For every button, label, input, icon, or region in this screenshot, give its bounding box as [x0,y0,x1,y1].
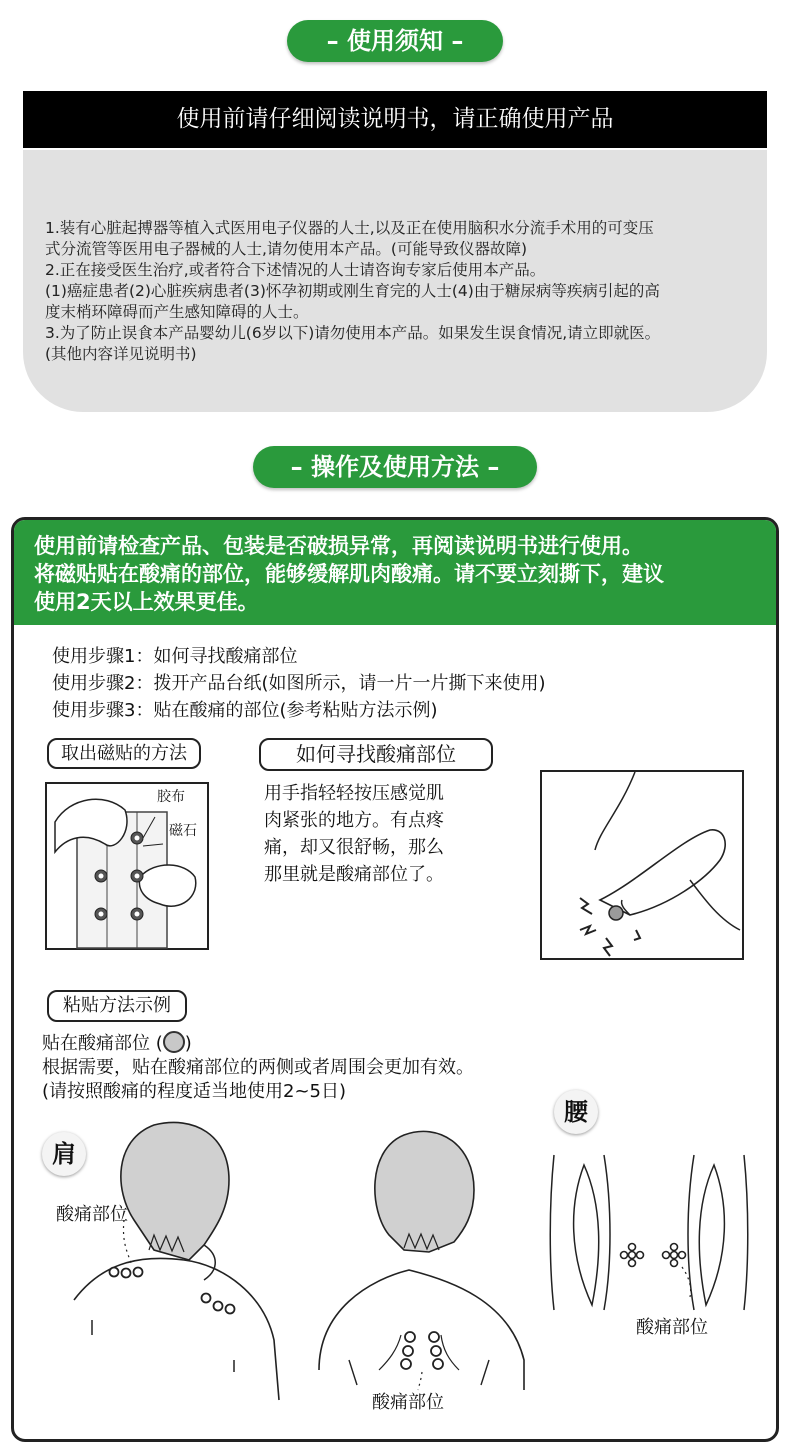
shoulder-bubble: 肩 [42,1132,86,1176]
paste-prefix: 贴在酸痛部位 ( [42,1033,163,1054]
waist-bubble: 腰 [554,1090,598,1134]
step-2: 使用步骤2：拨开产品台纸(如图所示，请一片一片撕下来使用) [52,673,546,694]
sore-label-waist: 酸痛部位 [636,1317,708,1338]
label-tape: 胶布 [157,789,185,805]
finger-press-illustration [540,770,744,960]
find-line: 用手指轻轻按压感觉肌 [264,783,444,804]
step-1: 使用步骤1：如何寻找酸痛部位 [52,646,298,667]
step-3: 使用步骤3：贴在酸痛的部位(参考粘贴方法示例) [52,700,438,721]
find-line: 痛，却又很舒畅，那么 [264,837,444,858]
notice-line: 度末梢环障碍而产生感知障碍的人士。 [45,303,309,321]
notice-line: (其他内容详见说明书) [45,345,197,363]
sore-label-shoulder: 酸痛部位 [56,1204,128,1225]
find-line: 肉紧张的地方。有点疼 [264,810,444,831]
find-sore-spot-text [264,780,444,888]
notice-text-box [23,150,767,412]
tag-paste-example: 粘贴方法示例 [47,990,187,1022]
usage-steps [52,643,546,724]
usage-header-line: 使用2天以上效果更佳。 [34,590,259,614]
usage-title: – 操作及使用方法 – [253,446,537,488]
tag-remove-method: 取出磁贴的方法 [47,738,201,769]
sore-spot-circle-icon [163,1031,185,1053]
shoulder-side-illustration [54,1110,294,1410]
notice-line: (1)癌症患者(2)心脏疾病患者(3)怀孕初期或刚生育完的人士(4)由于糖尿病等疾病引起的高 [45,282,660,300]
notice-line: 3.为了防止误食本产品婴幼儿(6岁以下)请勿使用本产品。如果发生误食情况,请立即就医。 [45,324,661,342]
paste-instructions [42,1031,474,1104]
label-magnet: 磁石 [169,823,197,839]
usage-frame [11,517,779,1442]
remove-patch-illustration [45,782,209,950]
back-view-illustration [309,1110,539,1400]
notice-line: 2.正在接受医生治疗,或者符合下述情况的人士请咨询专家后使用本产品。 [45,261,546,279]
usage-header-line: 将磁贴贴在酸痛的部位，能够缓解肌肉酸痛。请不要立刻撕下，建议 [34,562,664,586]
sore-label-back: 酸痛部位 [372,1392,444,1413]
paste-line-2: 根据需要，贴在酸痛部位的两侧或者周围会更加有效。 [42,1057,474,1078]
notice-line: 1.装有心脏起搏器等植入式医用电子仪器的人士,以及正在使用脑积水分流手术用的可变压 [45,219,654,237]
find-line: 那里就是酸痛部位了。 [264,864,444,885]
waist-illustration [544,1145,754,1325]
notice-banner: 使用前请仔细阅读说明书，请正确使用产品 [23,91,767,148]
paste-suffix: ) [184,1033,192,1054]
notice-title: – 使用须知 – [287,20,503,62]
usage-header [14,520,776,625]
paste-line-3: (请按照酸痛的程度适当地使用2~5日) [42,1081,347,1102]
notice-line: 式分流管等医用电子器械的人士,请勿使用本产品。(可能导致仪器故障) [45,240,528,258]
tag-find-sore-spot: 如何寻找酸痛部位 [259,738,493,771]
usage-header-line: 使用前请检查产品、包装是否破损异常，再阅读说明书进行使用。 [34,534,643,558]
